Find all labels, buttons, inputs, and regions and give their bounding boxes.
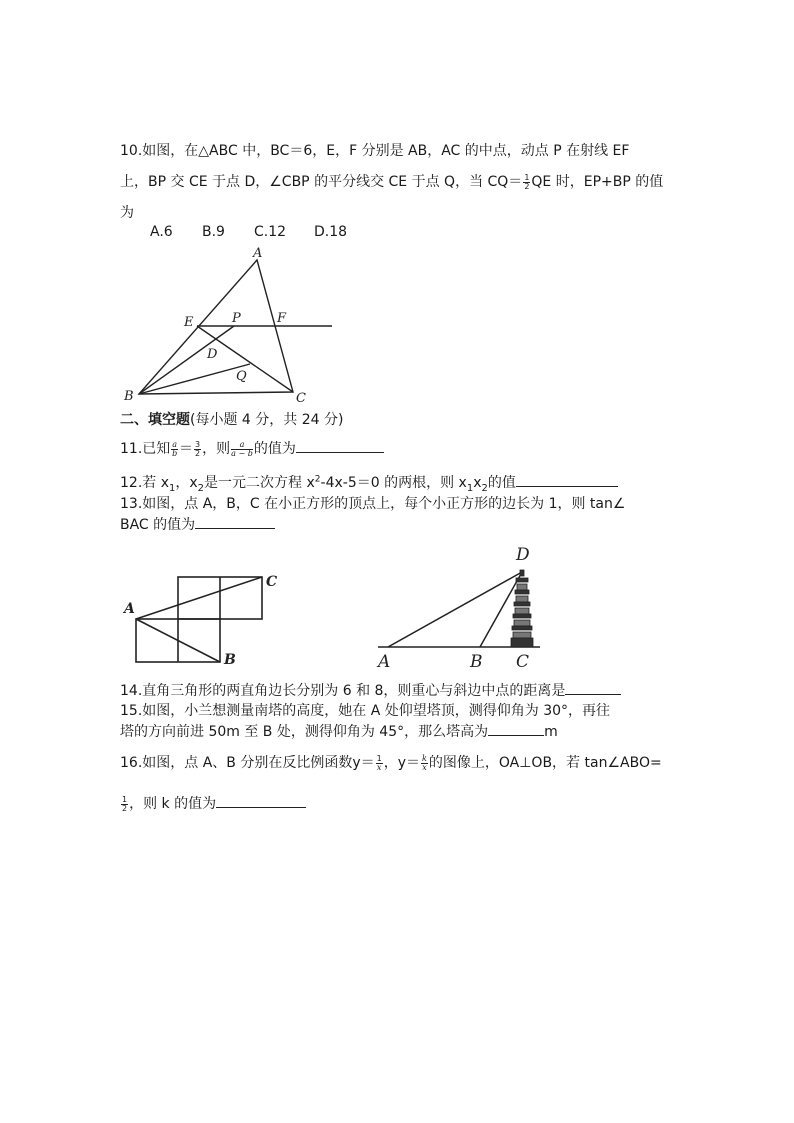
section-2-heading [120, 409, 343, 429]
q10-line-2a: 上，BP 交 CE 于点 D，∠CBP 的平分线交 CE 于点 Q，当 CQ＝ [120, 174, 523, 190]
sightline-a [388, 572, 522, 647]
q16-f1-num: 1 [376, 753, 382, 763]
tower-label-c: C [516, 652, 530, 672]
segment-ac [136, 577, 262, 619]
label-q: Q [236, 369, 247, 384]
q10-line-2b: QE 时，EP+BP 的值 [531, 174, 664, 190]
q10-line-2 [120, 171, 663, 191]
q12-f: 的值 [487, 475, 516, 491]
q10-options [150, 224, 347, 240]
q13-line-2 [120, 514, 275, 534]
q16-fraction-3 [121, 796, 128, 813]
tower-label-b: B [470, 652, 483, 672]
label-a: A [253, 246, 263, 261]
q12-a: 12.若 x [120, 475, 169, 491]
q11-f3-num: a [231, 441, 253, 450]
q15-answer-blank[interactable] [488, 721, 544, 736]
q10-option-d: D.18 [314, 224, 348, 240]
q10-option-b: B.9 [202, 224, 225, 240]
grid-label-b: B [224, 652, 236, 668]
grid-label-a: A [124, 601, 135, 617]
q11-f2-num: 3 [195, 439, 201, 449]
q12-s2: 2 [197, 482, 205, 494]
q10-fraction [523, 174, 530, 191]
q12-answer-blank[interactable] [516, 472, 618, 487]
q12-e: x [473, 475, 482, 491]
q11-fraction-3 [231, 441, 253, 458]
q16-d: ，则 k 的值为 [129, 796, 217, 812]
q16-f2-num: k [422, 753, 427, 763]
q10-fraction-numerator: 1 [524, 172, 530, 182]
q12-c: 是一元二次方程 x [204, 475, 315, 491]
q11-line [120, 438, 384, 458]
q12-s3: 1 [466, 482, 474, 494]
q12-d: -4x-5＝0 的两根，则 x [320, 475, 467, 491]
q11-f3-den: a − b [231, 448, 253, 458]
q13-line-2-text: BAC 的值为 [120, 517, 196, 533]
q11-fraction-1 [171, 441, 178, 458]
q16-answer-blank[interactable] [216, 793, 306, 808]
q12-s4: 2 [481, 482, 488, 494]
q10-triangle-figure [110, 240, 350, 410]
q15-line-2b: m [544, 724, 558, 740]
label-b: B [124, 389, 134, 404]
q14-text: 14.直角三角形的两直角边长分别为 6 和 8，则重心与斜边中点的距离是 [120, 683, 566, 699]
label-e: E [184, 315, 194, 330]
segment-bp [139, 326, 234, 394]
section-2-title: 二、填空题 [120, 412, 190, 428]
q11-fraction-2 [194, 441, 201, 458]
q16-b: ，y＝ [383, 755, 421, 771]
q13-line-1: 13.如图，点 A，B，C 在小正方形的顶点上，每个小正方形的边长为 1，则 tan∠ [120, 496, 626, 512]
q11-f1-num: a [172, 439, 178, 449]
q10-option-a: A.6 [150, 224, 173, 240]
q11-suffix: 的值为 [253, 441, 296, 457]
q16-fraction-1 [376, 755, 383, 772]
label-p: P [232, 311, 241, 326]
label-c: C [296, 391, 306, 406]
q16-f3-num: 1 [122, 794, 128, 804]
q16-a: 16.如图，点 A、B 分别在反比例函数y＝ [120, 755, 375, 771]
q16-line-2 [120, 793, 306, 813]
q15-line-1: 15.如图，小兰想测量南塔的高度，她在 A 处仰望塔顶，测得仰角为 30°，再往 [120, 703, 611, 719]
q16-c: 的图像上，OA⊥OB，若 tan∠ABO= [428, 755, 662, 771]
q12-b: ，x [175, 475, 198, 491]
q10-option-c: C.12 [254, 224, 287, 240]
q16-line-1 [120, 752, 662, 772]
segment-bq [139, 364, 250, 394]
grid-label-c: C [266, 574, 278, 590]
section-2-note: (每小题 4 分，共 24 分) [190, 412, 344, 428]
q11-f1-den: b [172, 448, 178, 458]
q16-f1-den: x [376, 762, 382, 772]
q12-s1: 1 [169, 482, 176, 494]
q10-line-3: 为 [120, 205, 134, 221]
q13-grid-figure [120, 560, 290, 675]
q16-f3-den: 2 [122, 803, 128, 813]
q10-fraction-denominator: 2 [524, 181, 530, 191]
q16-fraction-2 [421, 755, 428, 772]
q14-answer-blank[interactable] [565, 680, 621, 695]
q11-answer-blank[interactable] [296, 438, 384, 453]
q11-f2-den: 2 [195, 448, 201, 458]
q16-f2-den: x [422, 762, 427, 772]
q11-eq: ＝ [179, 441, 194, 457]
q11-mid: ，则 [202, 441, 231, 457]
label-d: D [207, 347, 218, 362]
q15-line-2a: 塔的方向前进 50m 至 B 处，测得仰角为 45°，那么塔高为 [120, 724, 489, 740]
q15-tower-figure [370, 540, 550, 675]
label-f: F [277, 311, 287, 326]
q15-line-2 [120, 721, 558, 741]
q11-prefix: 11.已知 [120, 441, 171, 457]
q10-line-1: 10.如图，在△ABC 中，BC＝6，E，F 分别是 AB，AC 的中点，动点 P 在射线 EF [120, 143, 630, 159]
q13-answer-blank[interactable] [195, 514, 275, 529]
tower-label-d: D [516, 545, 530, 565]
pagoda-tower [511, 570, 533, 647]
q12-line [120, 472, 618, 494]
q14-line [120, 680, 621, 700]
q12-sup: 2 [314, 474, 321, 485]
tower-label-a: A [378, 652, 391, 672]
